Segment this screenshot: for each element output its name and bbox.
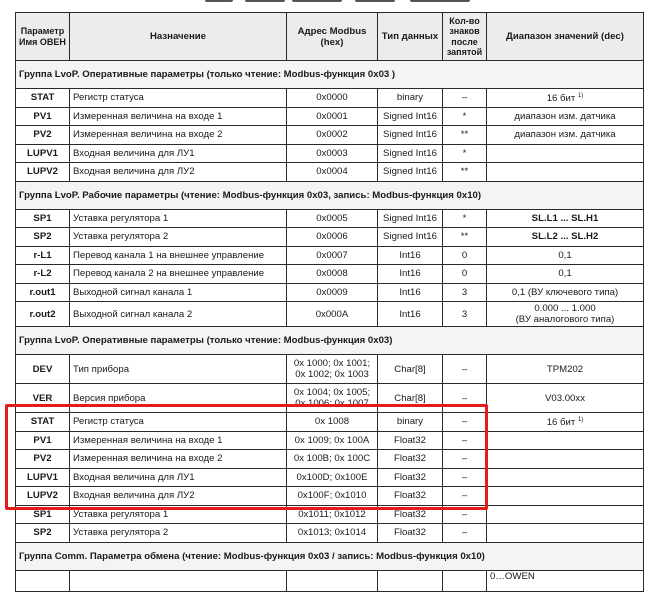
param-address <box>287 163 378 182</box>
address-line: 0x1013; 0x1014 <box>297 527 367 539</box>
address-line: 0x0008 <box>316 268 348 280</box>
param-address <box>287 468 378 487</box>
address-line: 0x 1008 <box>314 416 350 428</box>
param-type: Char[8] <box>378 384 443 413</box>
table-header-row <box>16 13 644 61</box>
param-decimals: – <box>443 355 487 384</box>
address-line: 0x0002 <box>316 129 348 141</box>
param-purpose: Измеренная величина на входе 1 <box>70 431 287 450</box>
param-range <box>487 302 644 327</box>
param-decimals: – <box>443 89 487 108</box>
param-purpose: Выходной сигнал канала 1 <box>70 283 287 302</box>
param-address <box>287 524 378 543</box>
table-row <box>16 570 644 591</box>
param-type: Int16 <box>378 246 443 265</box>
address-line: 0x100D; 0x100E <box>296 471 368 483</box>
group-header-row <box>16 327 644 355</box>
param-decimals: – <box>443 524 487 543</box>
header-range: Диапазон значений (dec) <box>487 13 644 61</box>
table-row <box>16 89 644 108</box>
range-value: V03.00xx <box>544 392 585 404</box>
param-address <box>287 265 378 284</box>
param-address <box>287 283 378 302</box>
header-type: Тип данных <box>378 13 443 61</box>
param-type: Int16 <box>378 283 443 302</box>
param-range <box>487 283 644 302</box>
param-name: SP2 <box>16 524 70 543</box>
param-name: SP1 <box>16 505 70 524</box>
param-type: Signed Int16 <box>378 228 443 247</box>
address-line: 0x0005 <box>316 212 348 224</box>
address-line: 0x 1006; 0x 1007 <box>295 398 369 409</box>
param-range <box>487 228 644 247</box>
address-line: 0x0009 <box>316 286 348 298</box>
table-row <box>16 384 644 413</box>
param-decimals: ** <box>443 163 487 182</box>
group-title: Группа LvoP. Оперативные параметры (только чтение: Modbus-функция 0x03) <box>16 327 644 355</box>
param-range <box>487 468 644 487</box>
modbus-registers-table <box>15 12 644 592</box>
range-value: 0…OWEN <box>490 570 535 582</box>
param-type: binary <box>378 89 443 108</box>
param-type: Signed Int16 <box>378 126 443 145</box>
param-range <box>487 413 644 432</box>
param-name: PV1 <box>16 431 70 450</box>
param-range <box>487 163 644 182</box>
header-param: Параметр Имя ОВЕН <box>16 13 70 61</box>
footnote-mark: 1) <box>577 93 584 100</box>
param-purpose: Входная величина для ЛУ1 <box>70 468 287 487</box>
range-value: 0,1 <box>558 268 572 280</box>
range-value: 0,1 (ВУ ключевого типа) <box>511 286 619 298</box>
param-purpose: Уставка регулятора 2 <box>70 524 287 543</box>
table-row <box>16 431 644 450</box>
param-address <box>287 302 378 327</box>
header-decimals: Кол-во знаков после запятой <box>443 13 487 61</box>
param-name: LUPV1 <box>16 468 70 487</box>
param-name: PV1 <box>16 107 70 126</box>
param-decimals: – <box>443 450 487 469</box>
address-line: 0x0004 <box>316 166 348 178</box>
range-value-line2: (ВУ аналогового типа) <box>515 314 615 325</box>
range-value: 16 бит <box>546 417 576 429</box>
param-range <box>487 107 644 126</box>
header-purpose: Назначение <box>70 13 287 61</box>
table-row <box>16 468 644 487</box>
param-range <box>487 431 644 450</box>
param-type: Int16 <box>378 265 443 284</box>
address-line: 0x0000 <box>316 92 348 104</box>
table-row <box>16 487 644 506</box>
param-purpose: Перевод канала 1 на внешнее управление <box>70 246 287 265</box>
param-range <box>487 209 644 228</box>
param-name: SP1 <box>16 209 70 228</box>
group-header-row <box>16 181 644 209</box>
param-range <box>487 89 644 108</box>
param-name: LUPV1 <box>16 144 70 163</box>
param-name: r.out2 <box>16 302 70 327</box>
range-value: 0.000 ... 1.000 <box>534 303 596 314</box>
param-name: STAT <box>16 89 70 108</box>
range-value: диапазон изм. датчика <box>514 129 616 141</box>
range-value: диапазон изм. датчика <box>514 110 616 122</box>
param-decimals: – <box>443 468 487 487</box>
param-name: SP2 <box>16 228 70 247</box>
param-address <box>287 89 378 108</box>
range-value: 16 бит <box>546 93 576 105</box>
param-decimals <box>443 570 487 591</box>
param-decimals: * <box>443 144 487 163</box>
table-row <box>16 144 644 163</box>
group-title: Группа LvoP. Рабочие параметры (чтение: Modbus-функция 0x03, запись: Modbus-функция 0x10) <box>16 181 644 209</box>
param-purpose: Уставка регулятора 2 <box>70 228 287 247</box>
param-range <box>487 384 644 413</box>
param-purpose: Входная величина для ЛУ2 <box>70 163 287 182</box>
param-decimals: 3 <box>443 283 487 302</box>
param-decimals: ** <box>443 126 487 145</box>
param-name: VER <box>16 384 70 413</box>
address-line: 0x 1009; 0x 100A <box>294 434 370 446</box>
param-range <box>487 450 644 469</box>
param-type: Float32 <box>378 487 443 506</box>
param-decimals: * <box>443 107 487 126</box>
param-decimals: 0 <box>443 265 487 284</box>
param-address <box>287 570 378 591</box>
table-row <box>16 265 644 284</box>
table-row <box>16 228 644 247</box>
param-range <box>487 524 644 543</box>
param-name: LUPV2 <box>16 163 70 182</box>
param-range <box>487 355 644 384</box>
param-name: STAT <box>16 413 70 432</box>
param-decimals: 0 <box>443 246 487 265</box>
param-address <box>287 384 378 413</box>
table-row <box>16 524 644 543</box>
table-row <box>16 283 644 302</box>
param-type: Signed Int16 <box>378 163 443 182</box>
param-purpose: Измеренная величина на входе 2 <box>70 450 287 469</box>
param-type: Signed Int16 <box>378 107 443 126</box>
param-address <box>287 228 378 247</box>
table-row <box>16 107 644 126</box>
address-line: 0x0006 <box>316 231 348 243</box>
param-range <box>487 265 644 284</box>
param-decimals: 3 <box>443 302 487 327</box>
table-row <box>16 450 644 469</box>
param-type: Float32 <box>378 431 443 450</box>
range-value: TPM202 <box>546 363 584 375</box>
param-range <box>487 570 644 591</box>
param-address <box>287 431 378 450</box>
param-address <box>287 355 378 384</box>
param-type: Signed Int16 <box>378 144 443 163</box>
address-line: 0x 1002; 0x 1003 <box>295 369 369 380</box>
header-address: Адрес Modbus (hex) <box>287 13 378 61</box>
param-name: r-L1 <box>16 246 70 265</box>
group-header-row <box>16 542 644 570</box>
param-decimals: * <box>443 209 487 228</box>
param-type: binary <box>378 413 443 432</box>
param-address <box>287 487 378 506</box>
table-row <box>16 163 644 182</box>
param-type: Float32 <box>378 524 443 543</box>
param-name: r-L2 <box>16 265 70 284</box>
param-decimals: – <box>443 431 487 450</box>
param-address <box>287 246 378 265</box>
param-purpose: Измеренная величина на входе 2 <box>70 126 287 145</box>
param-purpose: Входная величина для ЛУ2 <box>70 487 287 506</box>
param-address <box>287 209 378 228</box>
address-line: 0x0003 <box>316 147 348 159</box>
footnote-mark: 1) <box>577 417 584 424</box>
param-purpose: Регистр статуса <box>70 89 287 108</box>
param-purpose: Версия прибора <box>70 384 287 413</box>
param-range <box>487 246 644 265</box>
address-line: 0x0007 <box>316 249 348 261</box>
param-range <box>487 126 644 145</box>
param-purpose: Измеренная величина на входе 1 <box>70 107 287 126</box>
param-purpose: Уставка регулятора 1 <box>70 505 287 524</box>
address-line: 0x1011; 0x1012 <box>298 508 366 520</box>
table-row <box>16 126 644 145</box>
param-type: Signed Int16 <box>378 209 443 228</box>
param-type: Float32 <box>378 505 443 524</box>
group-title: Группа LvoP. Оперативные параметры (только чтение: Modbus-функция 0x03 ) <box>16 61 644 89</box>
param-type: Float32 <box>378 450 443 469</box>
param-name: PV2 <box>16 450 70 469</box>
range-value: SL.L1 ... SL.H1 <box>531 212 599 224</box>
param-type: Int16 <box>378 302 443 327</box>
param-address <box>287 505 378 524</box>
param-decimals: – <box>443 487 487 506</box>
param-purpose: Входная величина для ЛУ1 <box>70 144 287 163</box>
param-name: LUPV2 <box>16 487 70 506</box>
param-decimals: – <box>443 413 487 432</box>
address-line: 0x100F; 0x1010 <box>297 490 367 502</box>
param-address <box>287 126 378 145</box>
param-name: r.out1 <box>16 283 70 302</box>
param-decimals: – <box>443 505 487 524</box>
address-line: 0x000A <box>315 308 349 320</box>
table-row <box>16 209 644 228</box>
param-range <box>487 505 644 524</box>
address-line: 0x 100B; 0x 100C <box>293 453 371 465</box>
param-address <box>287 413 378 432</box>
table-row <box>16 355 644 384</box>
param-address <box>287 107 378 126</box>
param-type <box>378 570 443 591</box>
range-value: SL.L2 ... SL.H2 <box>531 231 599 243</box>
param-address <box>287 144 378 163</box>
cut-off-page-title <box>0 0 650 12</box>
param-type: Char[8] <box>378 355 443 384</box>
table-row <box>16 246 644 265</box>
address-line: 0x 1000; 0x 1001; <box>293 358 371 369</box>
param-purpose: Регистр статуса <box>70 413 287 432</box>
param-range <box>487 144 644 163</box>
address-line: 0x0001 <box>316 110 348 122</box>
table-row <box>16 302 644 327</box>
param-purpose <box>70 570 287 591</box>
param-type: Float32 <box>378 468 443 487</box>
param-decimals: ** <box>443 228 487 247</box>
param-range <box>487 487 644 506</box>
table-row <box>16 413 644 432</box>
param-name: PV2 <box>16 126 70 145</box>
table-row <box>16 505 644 524</box>
param-name <box>16 570 70 591</box>
param-purpose: Уставка регулятора 1 <box>70 209 287 228</box>
param-purpose: Выходной сигнал канала 2 <box>70 302 287 327</box>
group-title: Группа Comm. Параметра обмена (чтение: Modbus-функция 0x03 / запись: Modbus-функция 0x10) <box>16 542 644 570</box>
group-header-row <box>16 61 644 89</box>
range-value: 0,1 <box>558 249 572 261</box>
param-purpose: Перевод канала 2 на внешнее управление <box>70 265 287 284</box>
param-name: DEV <box>16 355 70 384</box>
param-address <box>287 450 378 469</box>
address-line: 0x 1004; 0x 1005; <box>293 387 371 398</box>
param-decimals: – <box>443 384 487 413</box>
param-purpose: Тип прибора <box>70 355 287 384</box>
